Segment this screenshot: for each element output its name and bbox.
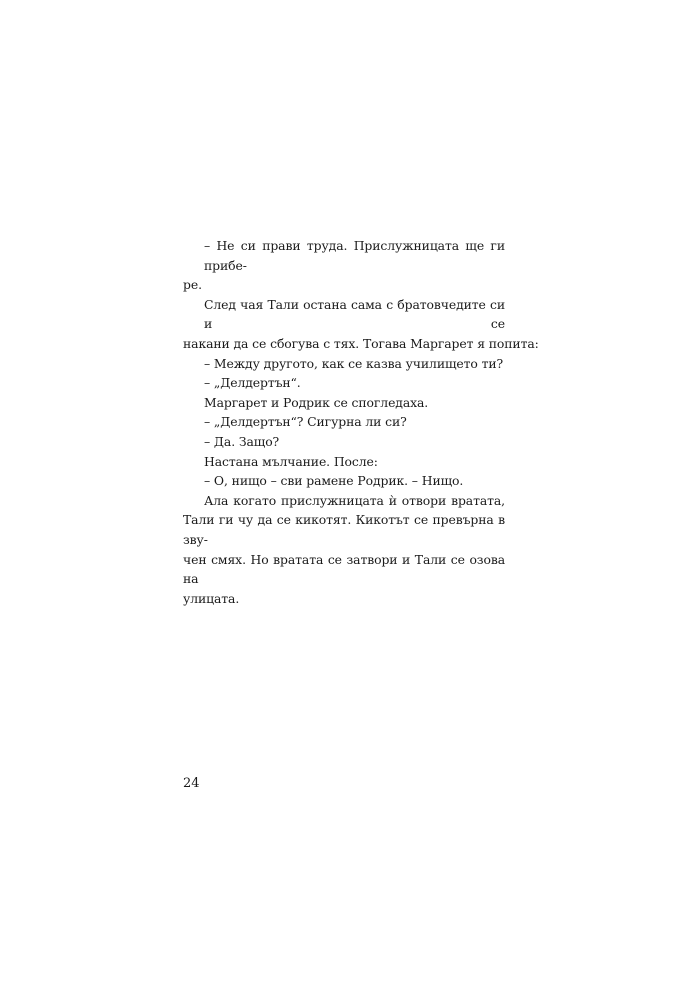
text-line: ре. <box>183 277 202 293</box>
text-line: накани да се сбогува с тях. Тогава Маргарет я попита: <box>183 335 539 351</box>
text-line: Тали ги чу да се кикотят. Кикотът се превърна в зву- <box>183 512 505 547</box>
text-line: – Не си прави труда. Прислужницата ще ги прибе- <box>204 238 505 273</box>
text-line: улицата. <box>183 590 240 606</box>
text-line: – Между другото, как се казва училището ти? <box>204 355 504 371</box>
text-line: След чая Тали остана сама с братовчедите си и се <box>204 296 505 332</box>
text-line: – Да. Защо? <box>204 433 280 449</box>
text-line: – „Делдертън“. <box>204 375 301 391</box>
text-line: – „Делдертън“? Сигурна ли си? <box>204 414 407 430</box>
text-line: Маргарет и Родрик се спогледаха. <box>204 394 429 410</box>
text-line: Ала когато прислужницата ѝ отвори вратата, <box>204 492 505 508</box>
text-line: чен смях. Но вратата се затвори и Тали се озова на <box>183 551 505 587</box>
text-line: Настана мълчание. После: <box>204 453 378 469</box>
body-text <box>183 236 539 608</box>
text-line: – О, нищо – сви рамене Родрик. – Нищо. <box>204 473 464 489</box>
page-number: 24 <box>183 776 200 791</box>
